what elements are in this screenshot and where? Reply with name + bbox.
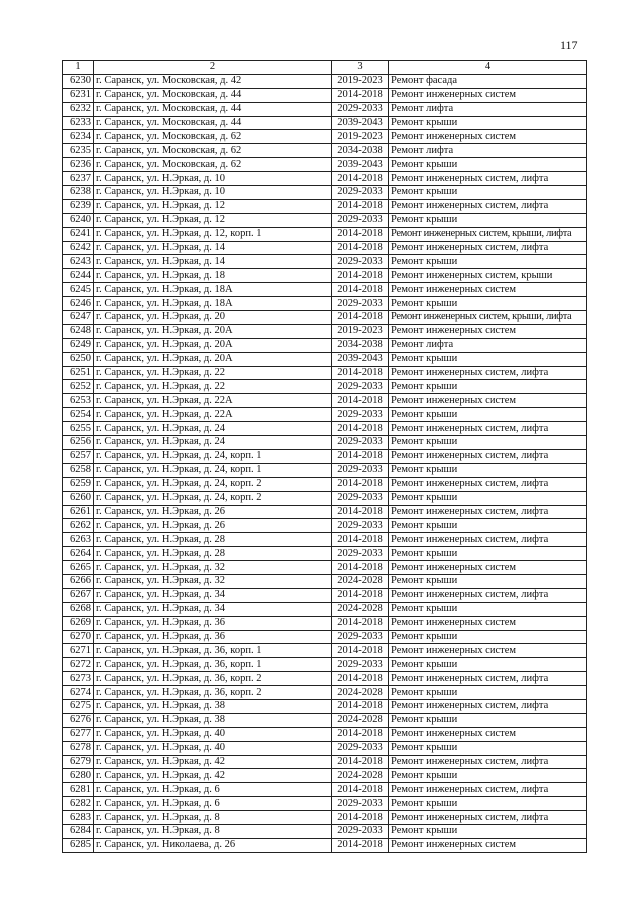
address-cell: г. Саранск, ул. Н.Эркая, д. 24 xyxy=(94,422,332,436)
address-cell: г. Саранск, ул. Н.Эркая, д. 6 xyxy=(94,783,332,797)
row-number: 6245 xyxy=(63,283,94,297)
row-number: 6261 xyxy=(63,505,94,519)
work-cell: Ремонт инженерных систем, лифта xyxy=(389,811,587,825)
row-number: 6253 xyxy=(63,394,94,408)
period-cell: 2019-2023 xyxy=(332,130,389,144)
table-row xyxy=(63,658,587,672)
period-cell: 2029-2033 xyxy=(332,491,389,505)
work-cell: Ремонт инженерных систем xyxy=(389,394,587,408)
row-number: 6235 xyxy=(63,144,94,158)
table-row xyxy=(63,74,587,88)
row-number: 6270 xyxy=(63,630,94,644)
row-number: 6269 xyxy=(63,616,94,630)
work-cell: Ремонт крыши xyxy=(389,630,587,644)
table-row xyxy=(63,838,587,852)
period-cell: 2014-2018 xyxy=(332,172,389,186)
table-row xyxy=(63,408,587,422)
address-cell: г. Саранск, ул. Н.Эркая, д. 8 xyxy=(94,811,332,825)
work-cell: Ремонт крыши xyxy=(389,547,587,561)
work-cell: Ремонт инженерных систем, лифта xyxy=(389,172,587,186)
row-number: 6262 xyxy=(63,519,94,533)
row-number: 6260 xyxy=(63,491,94,505)
table-row xyxy=(63,144,587,158)
period-cell: 2014-2018 xyxy=(332,727,389,741)
column-header-address: 2 xyxy=(94,61,332,75)
repair-schedule-table xyxy=(62,60,587,853)
table-row xyxy=(63,227,587,241)
table-row xyxy=(63,269,587,283)
work-cell: Ремонт инженерных систем, лифта xyxy=(389,449,587,463)
table-row xyxy=(63,283,587,297)
address-cell: г. Саранск, ул. Н.Эркая, д. 10 xyxy=(94,186,332,200)
table-row xyxy=(63,533,587,547)
work-cell: Ремонт крыши xyxy=(389,769,587,783)
row-number: 6285 xyxy=(63,838,94,852)
address-cell: г. Саранск, ул. Н.Эркая, д. 36, корп. 2 xyxy=(94,686,332,700)
row-number: 6281 xyxy=(63,783,94,797)
period-cell: 2039-2043 xyxy=(332,116,389,130)
period-cell: 2014-2018 xyxy=(332,199,389,213)
period-cell: 2014-2018 xyxy=(332,394,389,408)
period-cell: 2014-2018 xyxy=(332,477,389,491)
row-number: 6246 xyxy=(63,297,94,311)
work-cell: Ремонт инженерных систем xyxy=(389,88,587,102)
row-number: 6251 xyxy=(63,366,94,380)
period-cell: 2029-2033 xyxy=(332,741,389,755)
period-cell: 2014-2018 xyxy=(332,561,389,575)
row-number: 6238 xyxy=(63,186,94,200)
work-cell: Ремонт лифта xyxy=(389,144,587,158)
address-cell: г. Саранск, ул. Н.Эркая, д. 24, корп. 2 xyxy=(94,477,332,491)
period-cell: 2014-2018 xyxy=(332,588,389,602)
address-cell: г. Саранск, ул. Московская, д. 44 xyxy=(94,102,332,116)
period-cell: 2029-2033 xyxy=(332,797,389,811)
period-cell: 2019-2023 xyxy=(332,324,389,338)
address-cell: г. Саранск, ул. Н.Эркая, д. 14 xyxy=(94,241,332,255)
table-row xyxy=(63,505,587,519)
table-row xyxy=(63,186,587,200)
table-row xyxy=(63,574,587,588)
table-row xyxy=(63,616,587,630)
table-row xyxy=(63,630,587,644)
address-cell: г. Саранск, ул. Н.Эркая, д. 8 xyxy=(94,824,332,838)
table-row xyxy=(63,255,587,269)
row-number: 6263 xyxy=(63,533,94,547)
page-number: 117 xyxy=(560,38,578,52)
work-cell: Ремонт крыши xyxy=(389,213,587,227)
work-cell: Ремонт крыши xyxy=(389,713,587,727)
address-cell: г. Саранск, ул. Н.Эркая, д. 10 xyxy=(94,172,332,186)
period-cell: 2029-2033 xyxy=(332,213,389,227)
period-cell: 2029-2033 xyxy=(332,297,389,311)
work-cell: Ремонт крыши xyxy=(389,741,587,755)
address-cell: г. Саранск, ул. Московская, д. 42 xyxy=(94,74,332,88)
period-cell: 2029-2033 xyxy=(332,630,389,644)
work-cell: Ремонт инженерных систем, лифта xyxy=(389,241,587,255)
work-cell: Ремонт крыши xyxy=(389,408,587,422)
period-cell: 2014-2018 xyxy=(332,449,389,463)
address-cell: г. Саранск, ул. Московская, д. 44 xyxy=(94,116,332,130)
table-row xyxy=(63,783,587,797)
row-number: 6254 xyxy=(63,408,94,422)
row-number: 6248 xyxy=(63,324,94,338)
row-number: 6282 xyxy=(63,797,94,811)
table-row xyxy=(63,338,587,352)
table-row xyxy=(63,172,587,186)
table-row xyxy=(63,519,587,533)
address-cell: г. Саранск, ул. Н.Эркая, д. 22А xyxy=(94,394,332,408)
period-cell: 2024-2028 xyxy=(332,686,389,700)
address-cell: г. Саранск, ул. Московская, д. 62 xyxy=(94,144,332,158)
row-number: 6275 xyxy=(63,699,94,713)
period-cell: 2029-2033 xyxy=(332,824,389,838)
row-number: 6230 xyxy=(63,74,94,88)
work-cell: Ремонт инженерных систем xyxy=(389,130,587,144)
period-cell: 2029-2033 xyxy=(332,547,389,561)
work-cell: Ремонт крыши xyxy=(389,686,587,700)
table-row xyxy=(63,672,587,686)
table-row xyxy=(63,811,587,825)
period-cell: 2014-2018 xyxy=(332,672,389,686)
row-number: 6284 xyxy=(63,824,94,838)
row-number: 6232 xyxy=(63,102,94,116)
period-cell: 2029-2033 xyxy=(332,102,389,116)
period-cell: 2014-2018 xyxy=(332,505,389,519)
row-number: 6234 xyxy=(63,130,94,144)
work-cell: Ремонт крыши xyxy=(389,255,587,269)
address-cell: г. Саранск, ул. Н.Эркая, д. 36 xyxy=(94,616,332,630)
row-number: 6278 xyxy=(63,741,94,755)
work-cell: Ремонт инженерных систем, лифта xyxy=(389,672,587,686)
row-number: 6252 xyxy=(63,380,94,394)
table-row xyxy=(63,199,587,213)
address-cell: г. Саранск, ул. Н.Эркая, д. 36 xyxy=(94,630,332,644)
row-number: 6272 xyxy=(63,658,94,672)
period-cell: 2029-2033 xyxy=(332,463,389,477)
period-cell: 2014-2018 xyxy=(332,283,389,297)
table-row xyxy=(63,561,587,575)
period-cell: 2034-2038 xyxy=(332,144,389,158)
address-cell: г. Саранск, ул. Московская, д. 62 xyxy=(94,158,332,172)
row-number: 6240 xyxy=(63,213,94,227)
period-cell: 2014-2018 xyxy=(332,227,389,241)
row-number: 6243 xyxy=(63,255,94,269)
table-row xyxy=(63,311,587,325)
table-header-row xyxy=(63,61,587,75)
work-cell: Ремонт крыши xyxy=(389,116,587,130)
work-cell: Ремонт инженерных систем xyxy=(389,561,587,575)
address-cell: г. Саранск, ул. Н.Эркая, д. 12 xyxy=(94,213,332,227)
address-cell: г. Саранск, ул. Н.Эркая, д. 20 xyxy=(94,311,332,325)
address-cell: г. Саранск, ул. Н.Эркая, д. 6 xyxy=(94,797,332,811)
row-number: 6259 xyxy=(63,477,94,491)
work-cell: Ремонт инженерных систем, крыши, лифта xyxy=(389,227,587,241)
address-cell: г. Саранск, ул. Н.Эркая, д. 20А xyxy=(94,338,332,352)
period-cell: 2014-2018 xyxy=(332,533,389,547)
row-number: 6277 xyxy=(63,727,94,741)
address-cell: г. Саранск, ул. Н.Эркая, д. 36, корп. 1 xyxy=(94,658,332,672)
work-cell: Ремонт инженерных систем, лифта xyxy=(389,699,587,713)
table-body xyxy=(63,74,587,852)
work-cell: Ремонт инженерных систем, лифта xyxy=(389,783,587,797)
work-cell: Ремонт инженерных систем, лифта xyxy=(389,477,587,491)
table-row xyxy=(63,769,587,783)
address-cell: г. Саранск, ул. Н.Эркая, д. 24 xyxy=(94,436,332,450)
address-cell: г. Саранск, ул. Н.Эркая, д. 22А xyxy=(94,408,332,422)
period-cell: 2014-2018 xyxy=(332,755,389,769)
address-cell: г. Саранск, ул. Н.Эркая, д. 12, корп. 1 xyxy=(94,227,332,241)
row-number: 6266 xyxy=(63,574,94,588)
work-cell: Ремонт инженерных систем, крыши, лифта xyxy=(389,311,587,325)
address-cell: г. Саранск, ул. Н.Эркая, д. 26 xyxy=(94,505,332,519)
row-number: 6247 xyxy=(63,311,94,325)
table-row xyxy=(63,102,587,116)
period-cell: 2014-2018 xyxy=(332,811,389,825)
work-cell: Ремонт лифта xyxy=(389,338,587,352)
table-row xyxy=(63,602,587,616)
period-cell: 2029-2033 xyxy=(332,186,389,200)
work-cell: Ремонт инженерных систем xyxy=(389,283,587,297)
address-cell: г. Саранск, ул. Н.Эркая, д. 22 xyxy=(94,380,332,394)
period-cell: 2014-2018 xyxy=(332,838,389,852)
address-cell: г. Саранск, ул. Н.Эркая, д. 42 xyxy=(94,755,332,769)
work-cell: Ремонт инженерных систем xyxy=(389,838,587,852)
table-row xyxy=(63,436,587,450)
column-header-number: 1 xyxy=(63,61,94,75)
work-cell: Ремонт фасада xyxy=(389,74,587,88)
column-header-work: 4 xyxy=(389,61,587,75)
table-row xyxy=(63,158,587,172)
row-number: 6283 xyxy=(63,811,94,825)
table-row xyxy=(63,380,587,394)
period-cell: 2029-2033 xyxy=(332,380,389,394)
row-number: 6236 xyxy=(63,158,94,172)
row-number: 6257 xyxy=(63,449,94,463)
row-number: 6256 xyxy=(63,436,94,450)
work-cell: Ремонт крыши xyxy=(389,602,587,616)
table-row xyxy=(63,422,587,436)
period-cell: 2039-2043 xyxy=(332,158,389,172)
period-cell: 2039-2043 xyxy=(332,352,389,366)
work-cell: Ремонт крыши xyxy=(389,574,587,588)
work-cell: Ремонт крыши xyxy=(389,186,587,200)
address-cell: г. Саранск, ул. Н.Эркая, д. 32 xyxy=(94,561,332,575)
work-cell: Ремонт крыши xyxy=(389,824,587,838)
address-cell: г. Саранск, ул. Н.Эркая, д. 24, корп. 1 xyxy=(94,449,332,463)
period-cell: 2034-2038 xyxy=(332,338,389,352)
work-cell: Ремонт инженерных систем xyxy=(389,644,587,658)
work-cell: Ремонт крыши xyxy=(389,352,587,366)
table-row xyxy=(63,366,587,380)
work-cell: Ремонт инженерных систем, лифта xyxy=(389,199,587,213)
row-number: 6265 xyxy=(63,561,94,575)
table-row xyxy=(63,644,587,658)
table-row xyxy=(63,88,587,102)
work-cell: Ремонт крыши xyxy=(389,380,587,394)
table-row xyxy=(63,116,587,130)
table-row xyxy=(63,727,587,741)
address-cell: г. Саранск, ул. Н.Эркая, д. 18 xyxy=(94,269,332,283)
address-cell: г. Саранск, ул. Н.Эркая, д. 28 xyxy=(94,533,332,547)
work-cell: Ремонт крыши xyxy=(389,297,587,311)
period-cell: 2029-2033 xyxy=(332,436,389,450)
work-cell: Ремонт инженерных систем, крыши xyxy=(389,269,587,283)
work-cell: Ремонт инженерных систем, лифта xyxy=(389,366,587,380)
period-cell: 2024-2028 xyxy=(332,713,389,727)
period-cell: 2024-2028 xyxy=(332,769,389,783)
row-number: 6267 xyxy=(63,588,94,602)
row-number: 6239 xyxy=(63,199,94,213)
table-row xyxy=(63,449,587,463)
row-number: 6242 xyxy=(63,241,94,255)
work-cell: Ремонт крыши xyxy=(389,158,587,172)
table-row xyxy=(63,755,587,769)
table-row xyxy=(63,588,587,602)
row-number: 6249 xyxy=(63,338,94,352)
work-cell: Ремонт инженерных систем, лифта xyxy=(389,588,587,602)
row-number: 6237 xyxy=(63,172,94,186)
address-cell: г. Саранск, ул. Н.Эркая, д. 26 xyxy=(94,519,332,533)
work-cell: Ремонт инженерных систем xyxy=(389,727,587,741)
table-row xyxy=(63,130,587,144)
period-cell: 2029-2033 xyxy=(332,658,389,672)
table-row xyxy=(63,213,587,227)
row-number: 6280 xyxy=(63,769,94,783)
period-cell: 2014-2018 xyxy=(332,311,389,325)
address-cell: г. Саранск, ул. Н.Эркая, д. 14 xyxy=(94,255,332,269)
period-cell: 2029-2033 xyxy=(332,519,389,533)
address-cell: г. Саранск, ул. Н.Эркая, д. 38 xyxy=(94,713,332,727)
address-cell: г. Саранск, ул. Московская, д. 62 xyxy=(94,130,332,144)
work-cell: Ремонт инженерных систем, лифта xyxy=(389,755,587,769)
row-number: 6255 xyxy=(63,422,94,436)
row-number: 6250 xyxy=(63,352,94,366)
work-cell: Ремонт крыши xyxy=(389,491,587,505)
table-row xyxy=(63,477,587,491)
address-cell: г. Саранск, ул. Н.Эркая, д. 34 xyxy=(94,602,332,616)
table-row xyxy=(63,241,587,255)
work-cell: Ремонт крыши xyxy=(389,797,587,811)
address-cell: г. Саранск, ул. Московская, д. 44 xyxy=(94,88,332,102)
row-number: 6268 xyxy=(63,602,94,616)
table-row xyxy=(63,324,587,338)
table-row xyxy=(63,547,587,561)
period-cell: 2029-2033 xyxy=(332,255,389,269)
period-cell: 2014-2018 xyxy=(332,644,389,658)
address-cell: г. Саранск, ул. Н.Эркая, д. 34 xyxy=(94,588,332,602)
row-number: 6233 xyxy=(63,116,94,130)
address-cell: г. Саранск, ул. Н.Эркая, д. 24, корп. 2 xyxy=(94,491,332,505)
table-row xyxy=(63,713,587,727)
address-cell: г. Саранск, ул. Н.Эркая, д. 18А xyxy=(94,297,332,311)
period-cell: 2024-2028 xyxy=(332,574,389,588)
work-cell: Ремонт крыши xyxy=(389,436,587,450)
work-cell: Ремонт инженерных систем, лифта xyxy=(389,422,587,436)
table-row xyxy=(63,463,587,477)
row-number: 6271 xyxy=(63,644,94,658)
table-row xyxy=(63,491,587,505)
work-cell: Ремонт инженерных систем, лифта xyxy=(389,505,587,519)
address-cell: г. Саранск, ул. Н.Эркая, д. 20А xyxy=(94,324,332,338)
period-cell: 2014-2018 xyxy=(332,269,389,283)
address-cell: г. Саранск, ул. Н.Эркая, д. 32 xyxy=(94,574,332,588)
work-cell: Ремонт крыши xyxy=(389,519,587,533)
period-cell: 2014-2018 xyxy=(332,783,389,797)
row-number: 6244 xyxy=(63,269,94,283)
row-number: 6279 xyxy=(63,755,94,769)
address-cell: г. Саранск, ул. Н.Эркая, д. 12 xyxy=(94,199,332,213)
table-row xyxy=(63,699,587,713)
address-cell: г. Саранск, ул. Н.Эркая, д. 28 xyxy=(94,547,332,561)
row-number: 6276 xyxy=(63,713,94,727)
period-cell: 2029-2033 xyxy=(332,408,389,422)
period-cell: 2014-2018 xyxy=(332,422,389,436)
period-cell: 2014-2018 xyxy=(332,366,389,380)
table-row xyxy=(63,394,587,408)
work-cell: Ремонт инженерных систем xyxy=(389,324,587,338)
address-cell: г. Саранск, ул. Н.Эркая, д. 24, корп. 1 xyxy=(94,463,332,477)
row-number: 6258 xyxy=(63,463,94,477)
address-cell: г. Саранск, ул. Н.Эркая, д. 36, корп. 1 xyxy=(94,644,332,658)
work-cell: Ремонт крыши xyxy=(389,658,587,672)
work-cell: Ремонт инженерных систем, лифта xyxy=(389,533,587,547)
row-number: 6274 xyxy=(63,686,94,700)
period-cell: 2019-2023 xyxy=(332,74,389,88)
row-number: 6264 xyxy=(63,547,94,561)
column-header-period: 3 xyxy=(332,61,389,75)
address-cell: г. Саранск, ул. Н.Эркая, д. 40 xyxy=(94,727,332,741)
address-cell: г. Саранск, ул. Н.Эркая, д. 22 xyxy=(94,366,332,380)
address-cell: г. Саранск, ул. Н.Эркая, д. 42 xyxy=(94,769,332,783)
address-cell: г. Саранск, ул. Н.Эркая, д. 38 xyxy=(94,699,332,713)
period-cell: 2014-2018 xyxy=(332,241,389,255)
table-row xyxy=(63,824,587,838)
row-number: 6231 xyxy=(63,88,94,102)
row-number: 6241 xyxy=(63,227,94,241)
table-row xyxy=(63,741,587,755)
address-cell: г. Саранск, ул. Н.Эркая, д. 40 xyxy=(94,741,332,755)
work-cell: Ремонт лифта xyxy=(389,102,587,116)
work-cell: Ремонт крыши xyxy=(389,463,587,477)
address-cell: г. Саранск, ул. Н.Эркая, д. 20А xyxy=(94,352,332,366)
row-number: 6273 xyxy=(63,672,94,686)
table-row xyxy=(63,297,587,311)
period-cell: 2014-2018 xyxy=(332,616,389,630)
table-row xyxy=(63,352,587,366)
period-cell: 2014-2018 xyxy=(332,699,389,713)
period-cell: 2024-2028 xyxy=(332,602,389,616)
address-cell: г. Саранск, ул. Николаева, д. 26 xyxy=(94,838,332,852)
work-cell: Ремонт инженерных систем xyxy=(389,616,587,630)
address-cell: г. Саранск, ул. Н.Эркая, д. 36, корп. 2 xyxy=(94,672,332,686)
address-cell: г. Саранск, ул. Н.Эркая, д. 18А xyxy=(94,283,332,297)
table-row xyxy=(63,797,587,811)
table-row xyxy=(63,686,587,700)
period-cell: 2014-2018 xyxy=(332,88,389,102)
